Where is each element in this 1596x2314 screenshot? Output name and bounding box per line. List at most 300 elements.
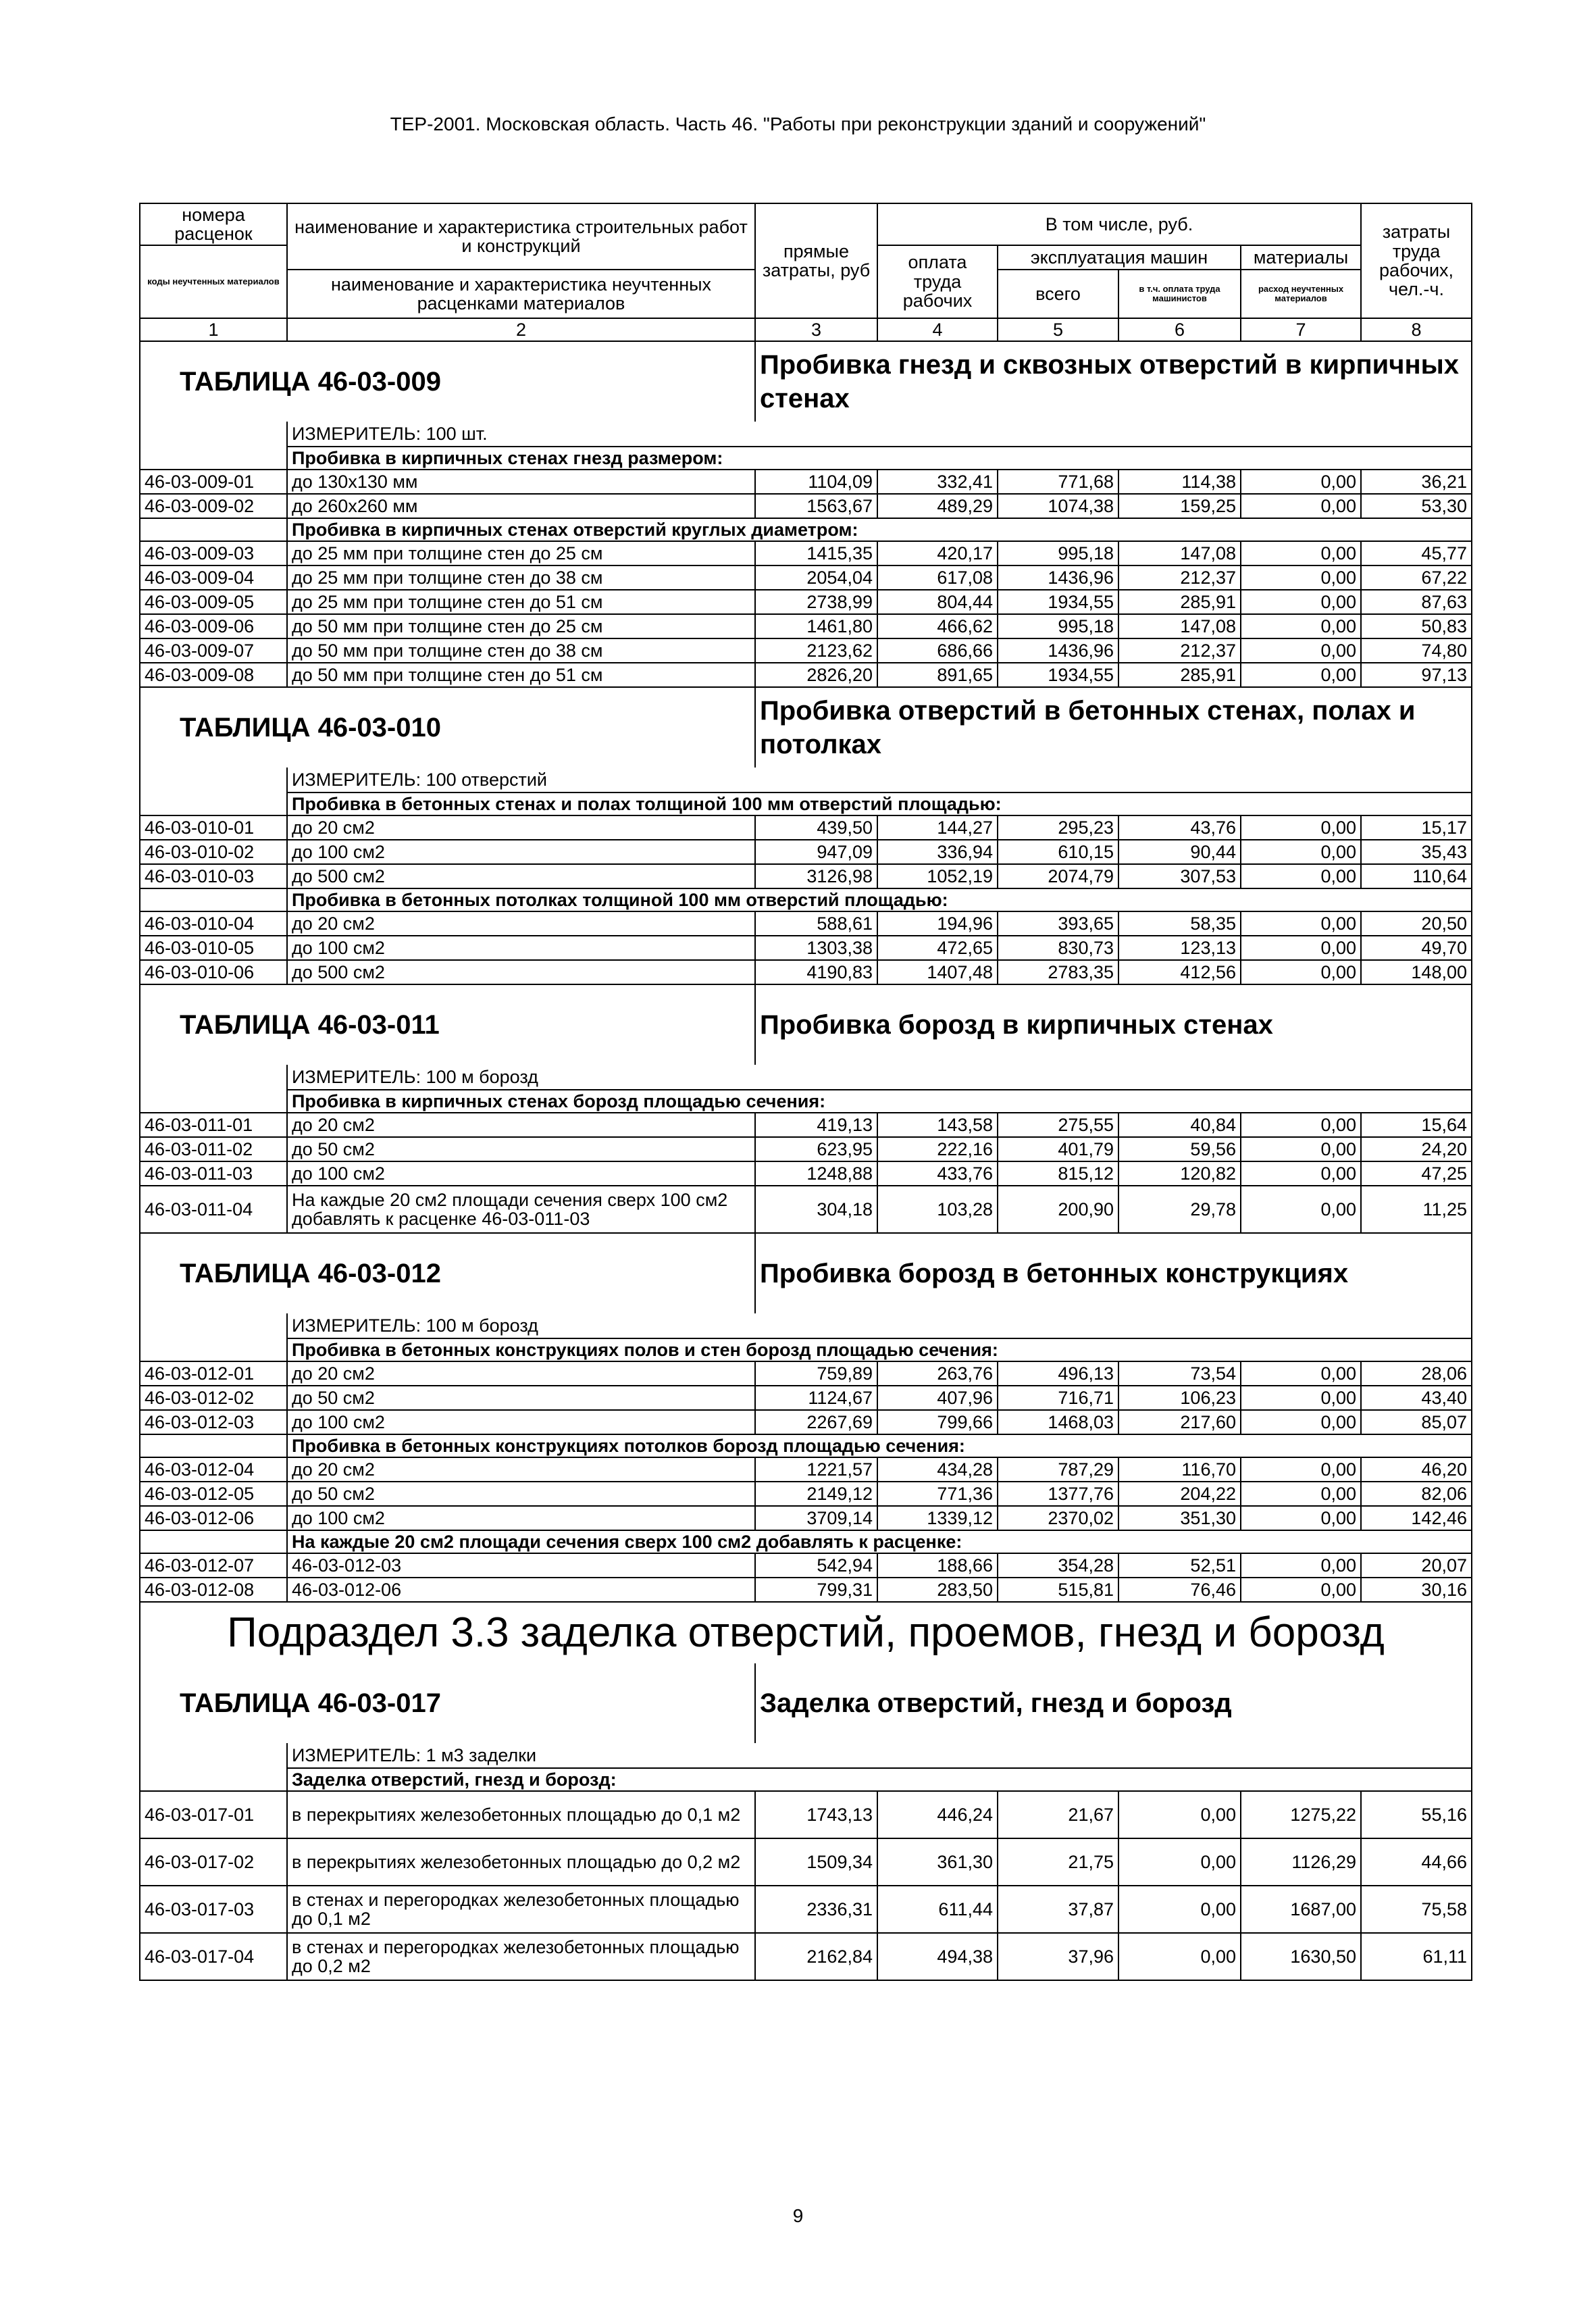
rate-code: 46-03-012-04 (140, 1457, 287, 1482)
materials-value: 0,00 (1241, 565, 1361, 590)
machinist-wages-value: 147,08 (1118, 614, 1241, 638)
materials-value: 0,00 (1241, 1137, 1361, 1161)
table-title: Пробивка борозд в бетонных конструкциях (760, 1259, 1349, 1288)
group-heading: Пробивка в кирпичных стенах гнезд размером: (287, 447, 1472, 470)
rate-name: до 20 см2 (287, 911, 755, 936)
rate-name: до 100 см2 (287, 840, 755, 864)
machinist-wages-value: 59,56 (1118, 1137, 1241, 1161)
machinist-wages-value: 212,37 (1118, 565, 1241, 590)
rate-name: до 50 см2 (287, 1137, 755, 1161)
table-title: Пробивка гнезд и сквозных отверстий в кирпичных стенах (760, 350, 1460, 413)
machines-total-value: 2370,02 (998, 1506, 1118, 1530)
rate-name: до 130х130 мм (287, 470, 755, 494)
blank-cell (140, 888, 287, 911)
wages-value: 143,58 (877, 1113, 998, 1137)
materials-value: 1630,50 (1241, 1933, 1361, 1980)
rate-name: в перекрытиях железобетонных площадью до 0,2 м2 (287, 1838, 755, 1886)
measure-row (140, 1065, 1472, 1090)
machines-total-value: 1934,55 (998, 590, 1118, 614)
direct-costs-value: 1124,67 (755, 1386, 877, 1410)
table-title-row (140, 1663, 1472, 1743)
rate-code: 46-03-010-02 (140, 840, 287, 864)
labor-hours-value: 45,77 (1361, 541, 1472, 565)
machinist-wages-value: 76,46 (1118, 1578, 1241, 1602)
rate-name: до 20 см2 (287, 1457, 755, 1482)
direct-costs-value: 2738,99 (755, 590, 877, 614)
blank-cell (140, 768, 287, 793)
group-heading-row (140, 1338, 1472, 1361)
rate-name: до 500 см2 (287, 960, 755, 984)
labor-hours-value: 35,43 (1361, 840, 1472, 864)
measure-row (140, 1743, 1472, 1768)
materials-value: 0,00 (1241, 1578, 1361, 1602)
materials-value: 0,00 (1241, 911, 1361, 936)
wages-value: 466,62 (877, 614, 998, 638)
group-heading: Пробивка в кирпичных стенах борозд площадью сечения: (287, 1090, 1472, 1113)
wages-value: 771,36 (877, 1482, 998, 1506)
table-row (140, 840, 1472, 864)
table-row (140, 1161, 1472, 1186)
blank-cell (140, 422, 287, 447)
machines-total-value: 815,12 (998, 1161, 1118, 1186)
machines-total-value: 1074,38 (998, 494, 1118, 518)
machines-total-value: 200,90 (998, 1186, 1118, 1233)
materials-value: 1126,29 (1241, 1838, 1361, 1886)
rate-code: 46-03-010-05 (140, 936, 287, 960)
col-number: 1 (140, 318, 287, 341)
machinist-wages-value: 285,91 (1118, 590, 1241, 614)
machinist-wages-value: 204,22 (1118, 1482, 1241, 1506)
table-row (140, 494, 1472, 518)
materials-value: 0,00 (1241, 936, 1361, 960)
direct-costs-value: 304,18 (755, 1186, 877, 1233)
table-row (140, 1506, 1472, 1530)
rate-code: 46-03-017-02 (140, 1838, 287, 1886)
machines-total-value: 2074,79 (998, 864, 1118, 888)
rate-name: до 50 см2 (287, 1482, 755, 1506)
direct-costs-value: 2162,84 (755, 1933, 877, 1980)
direct-costs-value: 2054,04 (755, 565, 877, 590)
labor-hours-value: 36,21 (1361, 470, 1472, 494)
rate-code: 46-03-010-03 (140, 864, 287, 888)
direct-costs-value: 2149,12 (755, 1482, 877, 1506)
labor-hours-value: 49,70 (1361, 936, 1472, 960)
materials-value: 0,00 (1241, 470, 1361, 494)
machines-total-value: 21,67 (998, 1791, 1118, 1838)
table-title-cell (755, 687, 1472, 768)
blank-cell (140, 1530, 287, 1553)
rate-code: 46-03-009-05 (140, 590, 287, 614)
direct-costs-value: 419,13 (755, 1113, 877, 1137)
rate-code: 46-03-012-01 (140, 1361, 287, 1386)
measure-row (140, 422, 1472, 447)
labor-hours-value: 44,66 (1361, 1838, 1472, 1886)
group-heading-row (140, 447, 1472, 470)
table-title-cell (755, 341, 1472, 422)
machines-total-value: 1934,55 (998, 663, 1118, 687)
rate-name: до 100 см2 (287, 936, 755, 960)
group-heading-row (140, 793, 1472, 815)
labor-hours-value: 30,16 (1361, 1578, 1472, 1602)
table-row (140, 565, 1472, 590)
table-title: Пробивка борозд в кирпичных стенах (760, 1010, 1273, 1040)
direct-costs-value: 1461,80 (755, 614, 877, 638)
subsection-heading: Подраздел 3.3 заделка отверстий, проемов, гнезд и борозд (140, 1602, 1472, 1663)
machinist-wages-value: 0,00 (1118, 1933, 1241, 1980)
col-number: 6 (1118, 318, 1241, 341)
rate-name: до 260х260 мм (287, 494, 755, 518)
materials-value: 0,00 (1241, 1482, 1361, 1506)
machinist-wages-value: 40,84 (1118, 1113, 1241, 1137)
group-heading-row (140, 1768, 1472, 1791)
machinist-wages-value: 123,13 (1118, 936, 1241, 960)
wages-value: 891,65 (877, 663, 998, 687)
rate-name: в стенах и перегородках железобетонных площадью до 0,2 м2 (287, 1933, 755, 1980)
table-title-row (140, 984, 1472, 1065)
direct-costs-value: 1415,35 (755, 541, 877, 565)
machines-total-value: 2783,35 (998, 960, 1118, 984)
wages-value: 407,96 (877, 1386, 998, 1410)
materials-value: 0,00 (1241, 1457, 1361, 1482)
table-row (140, 1186, 1472, 1233)
machines-total-value: 1377,76 (998, 1482, 1118, 1506)
col-header-unaccounted-materials: наименование и характеристика неучтенных расценками материалов (287, 270, 755, 318)
group-heading: Пробивка в бетонных стенах и полах толщиной 100 мм отверстий площадью: (287, 793, 1472, 815)
machines-total-value: 995,18 (998, 614, 1118, 638)
rate-code: 46-03-009-03 (140, 541, 287, 565)
blank-cell (140, 1338, 287, 1361)
wages-value: 336,94 (877, 840, 998, 864)
table-row (140, 960, 1472, 984)
machinist-wages-value: 29,78 (1118, 1186, 1241, 1233)
direct-costs-value: 1104,09 (755, 470, 877, 494)
materials-value: 0,00 (1241, 1386, 1361, 1410)
blank-cell (140, 1768, 287, 1791)
labor-hours-value: 11,25 (1361, 1186, 1472, 1233)
machinist-wages-value: 0,00 (1118, 1791, 1241, 1838)
direct-costs-value: 3709,14 (755, 1506, 877, 1530)
labor-hours-value: 47,25 (1361, 1161, 1472, 1186)
blank-cell (140, 1743, 287, 1768)
machines-total-value: 21,75 (998, 1838, 1118, 1886)
table-row (140, 1933, 1472, 1980)
rate-name: до 50 мм при толщине стен до 38 см (287, 638, 755, 663)
rate-code: 46-03-009-02 (140, 494, 287, 518)
labor-hours-value: 15,64 (1361, 1113, 1472, 1137)
blank-cell (140, 518, 287, 541)
rate-code: 46-03-010-04 (140, 911, 287, 936)
rate-code: 46-03-009-08 (140, 663, 287, 687)
table-row (140, 1886, 1472, 1933)
table-name: ТАБЛИЦА 46-03-010 (180, 713, 441, 743)
measure-row (140, 768, 1472, 793)
table-name: ТАБЛИЦА 46-03-011 (180, 1010, 440, 1040)
table-row (140, 1410, 1472, 1434)
group-heading-row (140, 888, 1472, 911)
machinist-wages-value: 52,51 (1118, 1553, 1241, 1578)
machinist-wages-value: 147,08 (1118, 541, 1241, 565)
rates-table (139, 203, 1472, 1981)
table-row (140, 815, 1472, 840)
col-header-wages: оплата труда рабочих (877, 245, 998, 318)
materials-value: 0,00 (1241, 541, 1361, 565)
materials-value: 0,00 (1241, 494, 1361, 518)
col-header-labor: затраты труда рабочих, чел.-ч. (1361, 203, 1472, 318)
direct-costs-value: 759,89 (755, 1361, 877, 1386)
machines-total-value: 771,68 (998, 470, 1118, 494)
subsection-row (140, 1602, 1472, 1663)
labor-hours-value: 43,40 (1361, 1386, 1472, 1410)
machines-total-value: 496,13 (998, 1361, 1118, 1386)
rate-name: до 25 мм при толщине стен до 38 см (287, 565, 755, 590)
table-title-cell (755, 1233, 1472, 1313)
machinist-wages-value: 106,23 (1118, 1386, 1241, 1410)
table-row (140, 1457, 1472, 1482)
machinist-wages-value: 217,60 (1118, 1410, 1241, 1434)
wages-value: 686,66 (877, 638, 998, 663)
materials-value: 0,00 (1241, 638, 1361, 663)
labor-hours-value: 142,46 (1361, 1506, 1472, 1530)
machines-total-value: 1436,96 (998, 565, 1118, 590)
materials-value: 0,00 (1241, 1361, 1361, 1386)
rate-code: 46-03-011-01 (140, 1113, 287, 1137)
table-title-cell (755, 984, 1472, 1065)
rate-name: в перекрытиях железобетонных площадью до 0,1 м2 (287, 1791, 755, 1838)
wages-value: 1407,48 (877, 960, 998, 984)
materials-value: 0,00 (1241, 864, 1361, 888)
group-heading: Пробивка в бетонных конструкциях полов и стен борозд площадью сечения: (287, 1338, 1472, 1361)
materials-value: 0,00 (1241, 1186, 1361, 1233)
table-name-cell (140, 341, 755, 422)
rate-code: 46-03-017-01 (140, 1791, 287, 1838)
col-header-work-name: наименование и характеристика строительных работ и конструкций (287, 203, 755, 270)
machinist-wages-value: 73,54 (1118, 1361, 1241, 1386)
rate-code: 46-03-011-03 (140, 1161, 287, 1186)
machinist-wages-value: 351,30 (1118, 1506, 1241, 1530)
col-number: 5 (998, 318, 1118, 341)
wages-value: 332,41 (877, 470, 998, 494)
blank-cell (140, 447, 287, 470)
machinist-wages-value: 307,53 (1118, 864, 1241, 888)
wages-value: 446,24 (877, 1791, 998, 1838)
wages-value: 194,96 (877, 911, 998, 936)
blank-cell (140, 1434, 287, 1457)
direct-costs-value: 1221,57 (755, 1457, 877, 1482)
direct-costs-value: 1303,38 (755, 936, 877, 960)
wages-value: 1339,12 (877, 1506, 998, 1530)
materials-value: 0,00 (1241, 1113, 1361, 1137)
materials-value: 0,00 (1241, 1410, 1361, 1434)
machines-total-value: 393,65 (998, 911, 1118, 936)
wages-value: 799,66 (877, 1410, 998, 1434)
table-title-row (140, 1233, 1472, 1313)
labor-hours-value: 87,63 (1361, 590, 1472, 614)
table-row (140, 1838, 1472, 1886)
direct-costs-value: 1563,67 (755, 494, 877, 518)
materials-value: 1275,22 (1241, 1791, 1361, 1838)
table-row (140, 911, 1472, 936)
direct-costs-value: 2826,20 (755, 663, 877, 687)
labor-hours-value: 148,00 (1361, 960, 1472, 984)
machinist-wages-value: 116,70 (1118, 1457, 1241, 1482)
table-row (140, 1553, 1472, 1578)
labor-hours-value: 28,06 (1361, 1361, 1472, 1386)
direct-costs-value: 799,31 (755, 1578, 877, 1602)
wages-value: 222,16 (877, 1137, 998, 1161)
direct-costs-value: 1509,34 (755, 1838, 877, 1886)
machinist-wages-value: 285,91 (1118, 663, 1241, 687)
direct-costs-value: 623,95 (755, 1137, 877, 1161)
table-row (140, 1482, 1472, 1506)
wages-value: 494,38 (877, 1933, 998, 1980)
machines-total-value: 1468,03 (998, 1410, 1118, 1434)
materials-value: 0,00 (1241, 614, 1361, 638)
rate-name: до 25 мм при толщине стен до 51 см (287, 590, 755, 614)
wages-value: 283,50 (877, 1578, 998, 1602)
machines-total-value: 830,73 (998, 936, 1118, 960)
labor-hours-value: 74,80 (1361, 638, 1472, 663)
col-number: 4 (877, 318, 998, 341)
machinist-wages-value: 212,37 (1118, 638, 1241, 663)
table-title-cell (755, 1663, 1472, 1743)
wages-value: 617,08 (877, 565, 998, 590)
machines-total-value: 610,15 (998, 840, 1118, 864)
table-name: ТАБЛИЦА 46-03-017 (180, 1688, 441, 1718)
wages-value: 472,65 (877, 936, 998, 960)
labor-hours-value: 55,16 (1361, 1791, 1472, 1838)
wages-value: 420,17 (877, 541, 998, 565)
table-title-row (140, 687, 1472, 768)
table-name-cell (140, 1233, 755, 1313)
direct-costs-value: 2267,69 (755, 1410, 877, 1434)
labor-hours-value: 97,13 (1361, 663, 1472, 687)
rate-code: 46-03-010-06 (140, 960, 287, 984)
machinist-wages-value: 120,82 (1118, 1161, 1241, 1186)
measure-unit: ИЗМЕРИТЕЛЬ: 100 шт. (287, 422, 1472, 447)
rate-code: 46-03-012-05 (140, 1482, 287, 1506)
table-row (140, 1113, 1472, 1137)
direct-costs-value: 2336,31 (755, 1886, 877, 1933)
materials-value: 0,00 (1241, 815, 1361, 840)
col-number: 2 (287, 318, 755, 341)
table-row (140, 614, 1472, 638)
table-row (140, 1578, 1472, 1602)
rate-code: 46-03-011-04 (140, 1186, 287, 1233)
col-header-direct-costs: прямые затраты, руб (755, 203, 877, 318)
table-row (140, 638, 1472, 663)
page-header: ТЕР-2001. Московская область. Часть 46. "Работы при реконструкции зданий и сооружений" (390, 114, 1206, 134)
materials-value: 1687,00 (1241, 1886, 1361, 1933)
materials-value: 0,00 (1241, 590, 1361, 614)
rate-name: до 500 см2 (287, 864, 755, 888)
direct-costs-value: 4190,83 (755, 960, 877, 984)
group-heading-row (140, 518, 1472, 541)
wages-value: 611,44 (877, 1886, 998, 1933)
rate-name: до 25 мм при толщине стен до 25 см (287, 541, 755, 565)
machines-total-value: 275,55 (998, 1113, 1118, 1137)
wages-value: 103,28 (877, 1186, 998, 1233)
machines-total-value: 995,18 (998, 541, 1118, 565)
col-header-material-codes: коды неучтенных материалов (140, 245, 287, 318)
machines-total-value: 354,28 (998, 1553, 1118, 1578)
table-title: Пробивка отверстий в бетонных стенах, полах и потолках (760, 696, 1416, 759)
col-header-machines: эксплуатация машин (998, 245, 1241, 270)
rate-name: 46-03-012-03 (287, 1553, 755, 1578)
rate-name: до 20 см2 (287, 1113, 755, 1137)
materials-value: 0,00 (1241, 840, 1361, 864)
measure-row (140, 1313, 1472, 1338)
table-row (140, 1361, 1472, 1386)
wages-value: 434,28 (877, 1457, 998, 1482)
table-row (140, 1791, 1472, 1838)
materials-value: 0,00 (1241, 960, 1361, 984)
col-number: 8 (1361, 318, 1472, 341)
labor-hours-value: 20,07 (1361, 1553, 1472, 1578)
col-number: 7 (1241, 318, 1361, 341)
rate-code: 46-03-012-02 (140, 1386, 287, 1410)
labor-hours-value: 15,17 (1361, 815, 1472, 840)
col-header-material-usage: расход неучтенных материалов (1241, 270, 1361, 318)
measure-unit: ИЗМЕРИТЕЛЬ: 100 отверстий (287, 768, 1472, 793)
direct-costs-value: 439,50 (755, 815, 877, 840)
wages-value: 263,76 (877, 1361, 998, 1386)
wages-value: 144,27 (877, 815, 998, 840)
table-row (140, 541, 1472, 565)
rate-code: 46-03-009-04 (140, 565, 287, 590)
machinist-wages-value: 114,38 (1118, 470, 1241, 494)
machines-total-value: 37,96 (998, 1933, 1118, 1980)
materials-value: 0,00 (1241, 1161, 1361, 1186)
machines-total-value: 295,23 (998, 815, 1118, 840)
group-heading-row (140, 1434, 1472, 1457)
machinist-wages-value: 412,56 (1118, 960, 1241, 984)
blank-cell (140, 793, 287, 815)
rate-code: 46-03-011-02 (140, 1137, 287, 1161)
col-header-including: В том числе, руб. (877, 203, 1361, 245)
rate-name: На каждые 20 см2 площади сечения сверх 100 см2 добавлять к расценке 46-03-011-03 (287, 1186, 755, 1233)
rate-code: 46-03-017-03 (140, 1886, 287, 1933)
col-header-machines-total: всего (998, 270, 1118, 318)
table-row (140, 663, 1472, 687)
machinist-wages-value: 90,44 (1118, 840, 1241, 864)
group-heading: Пробивка в кирпичных стенах отверстий круглых диаметром: (287, 518, 1472, 541)
wages-value: 1052,19 (877, 864, 998, 888)
rate-name: до 20 см2 (287, 815, 755, 840)
machines-total-value: 1436,96 (998, 638, 1118, 663)
wages-value: 489,29 (877, 494, 998, 518)
rate-code: 46-03-012-08 (140, 1578, 287, 1602)
direct-costs-value: 588,61 (755, 911, 877, 936)
measure-unit: ИЗМЕРИТЕЛЬ: 100 м борозд (287, 1065, 1472, 1090)
labor-hours-value: 20,50 (1361, 911, 1472, 936)
table-row (140, 470, 1472, 494)
direct-costs-value: 1743,13 (755, 1791, 877, 1838)
rate-code: 46-03-009-07 (140, 638, 287, 663)
rate-name: до 100 см2 (287, 1506, 755, 1530)
direct-costs-value: 1248,88 (755, 1161, 877, 1186)
measure-unit: ИЗМЕРИТЕЛЬ: 100 м борозд (287, 1313, 1472, 1338)
direct-costs-value: 542,94 (755, 1553, 877, 1578)
machines-total-value: 515,81 (998, 1578, 1118, 1602)
col-header-materials: материалы (1241, 245, 1361, 270)
group-heading-row (140, 1090, 1472, 1113)
col-number: 3 (755, 318, 877, 341)
col-header-rate-numbers: номера расценок (140, 203, 287, 245)
rate-code: 46-03-012-07 (140, 1553, 287, 1578)
table-row (140, 864, 1472, 888)
group-heading: Пробивка в бетонных потолках толщиной 100 мм отверстий площадью: (287, 888, 1472, 911)
table-row (140, 936, 1472, 960)
